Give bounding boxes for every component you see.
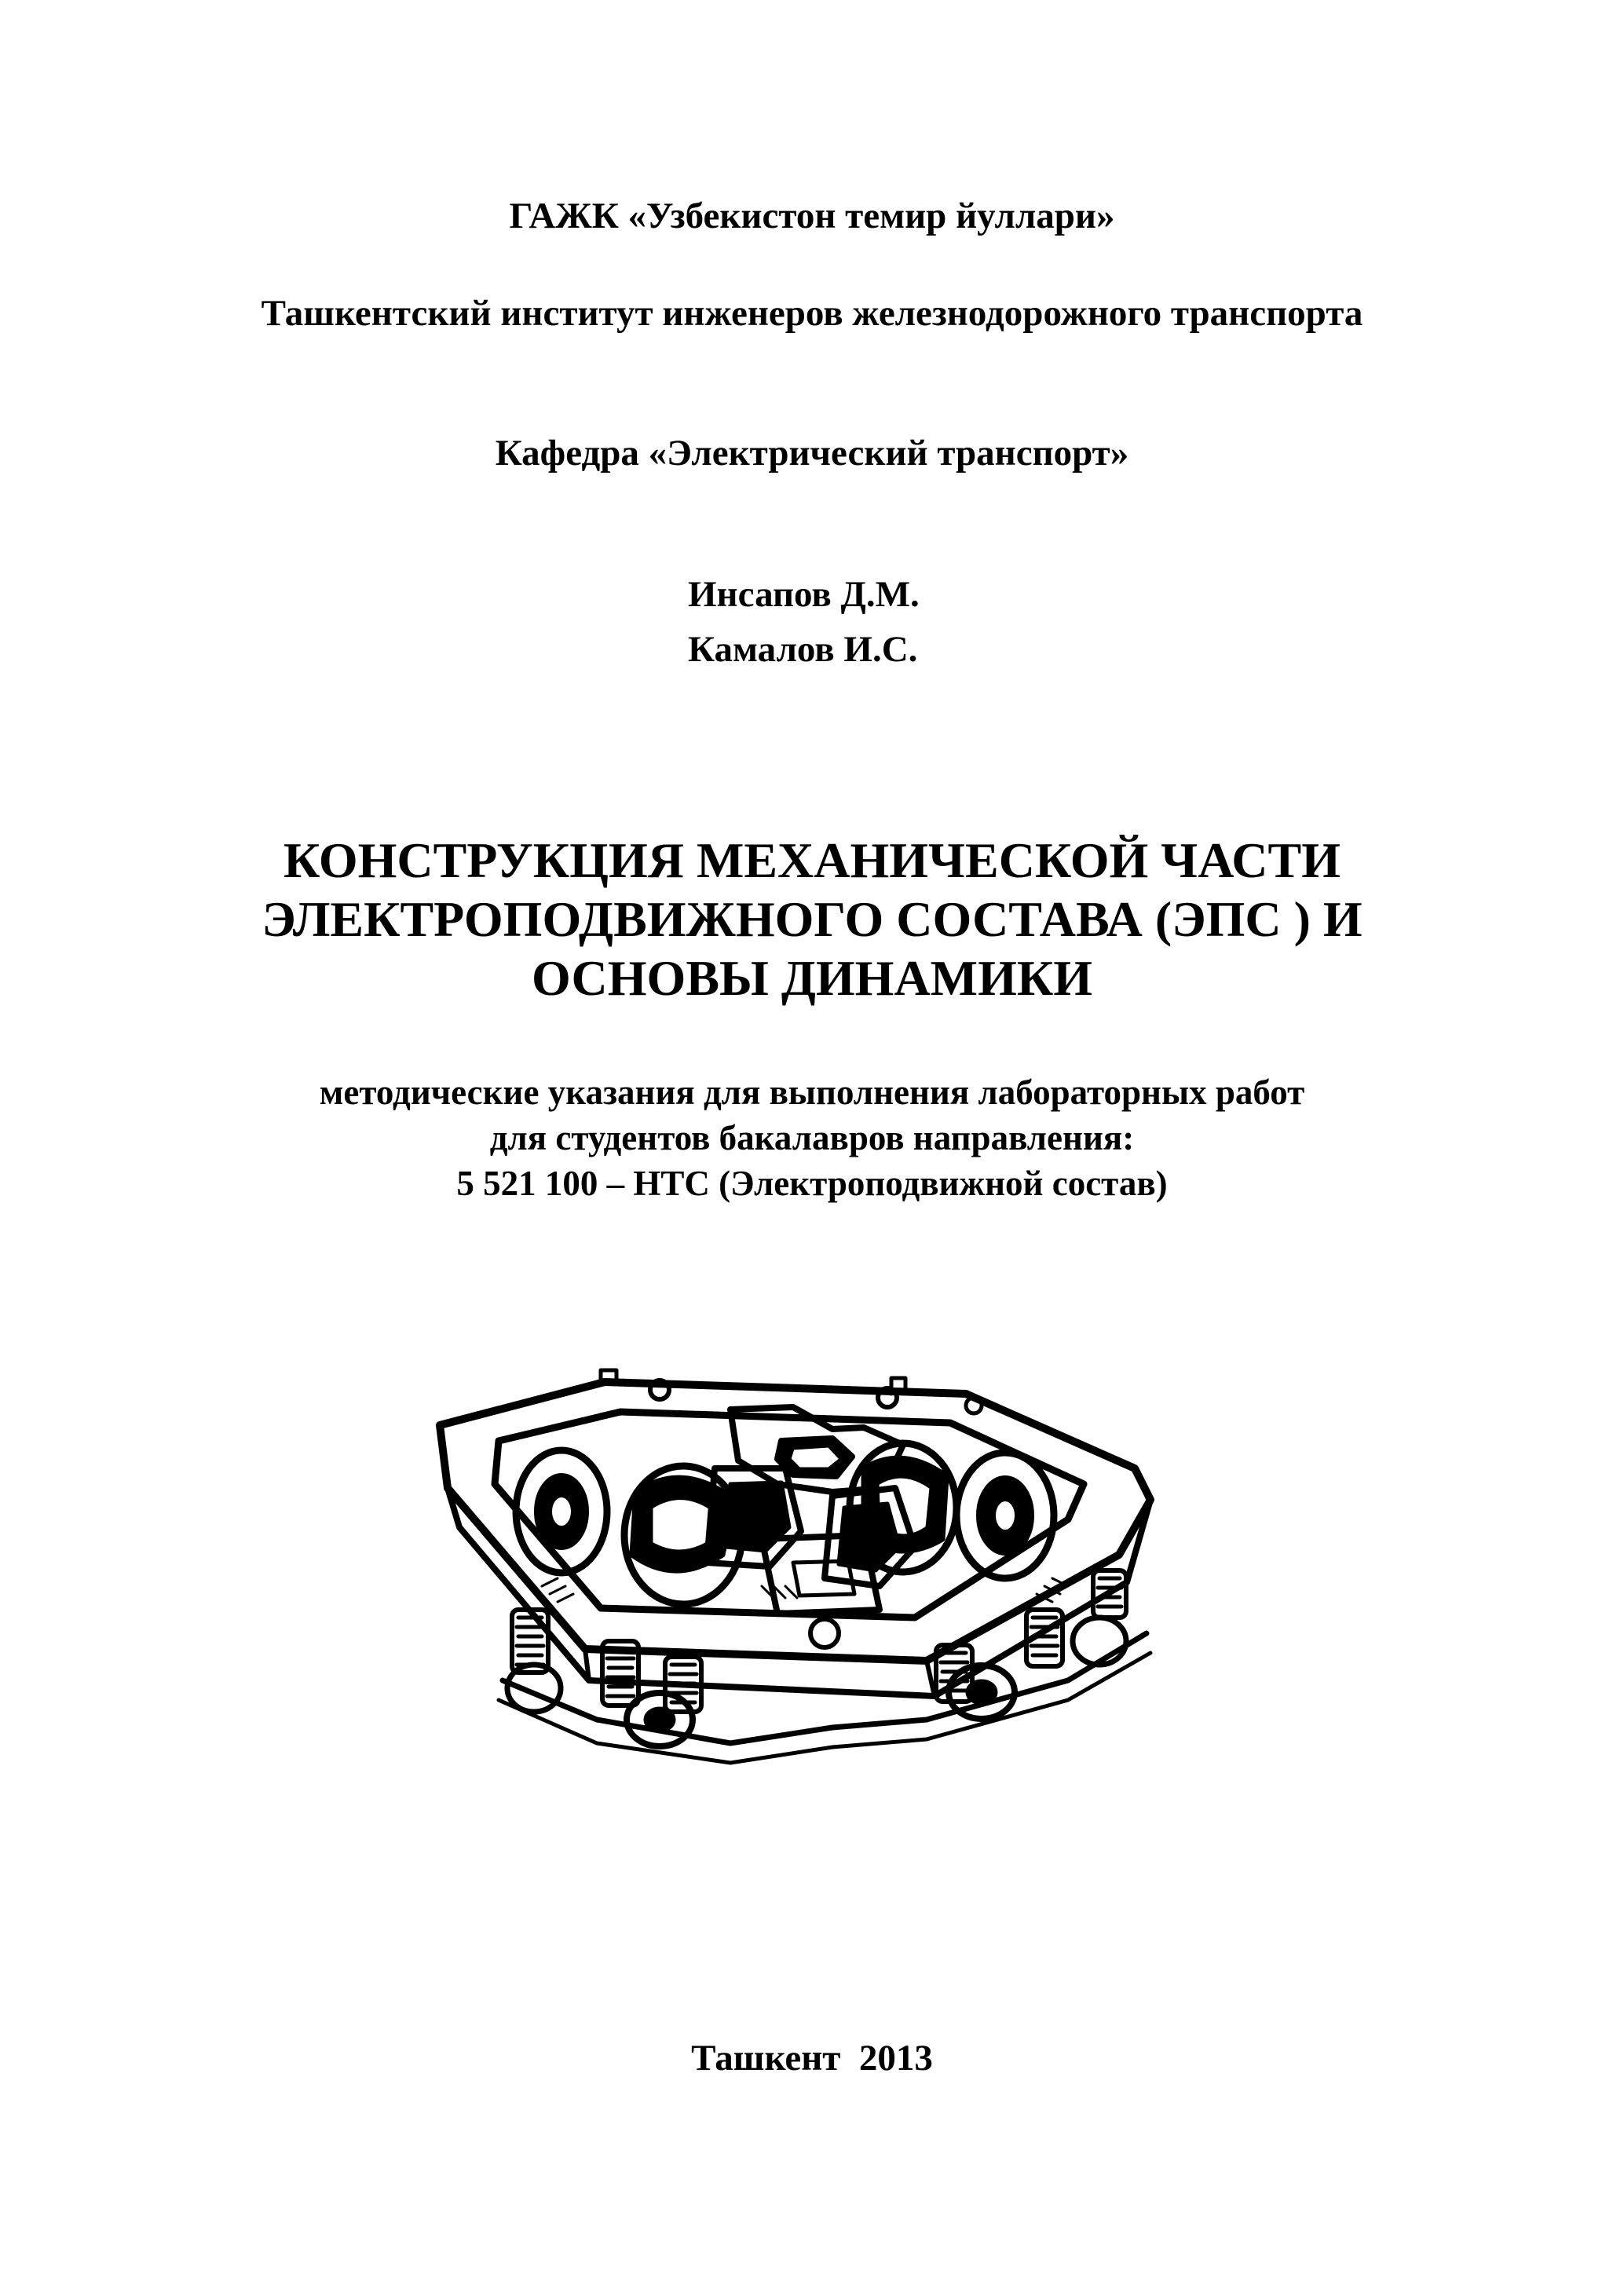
- subtitle-line-3: 5 521 100 – НТС (Электроподвижной состав): [456, 1164, 1168, 1203]
- department-name: Кафедра «Электрический транспорт»: [495, 433, 1129, 473]
- title-line-2: ЭЛЕКТРОПОДВИЖНОГО СОСТАВА (ЭПС ) И: [262, 891, 1362, 947]
- author-1: Инсапов Д.М.: [688, 574, 920, 615]
- authors-block: [688, 567, 920, 677]
- institute-name: Ташкентский институт инженеров железнодорожного транспорта: [261, 293, 1363, 334]
- title-line-1: КОНСТРУКЦИЯ МЕХАНИЧЕСКОЙ ЧАСТИ: [283, 832, 1341, 888]
- author-2: Камалов И.С.: [688, 629, 918, 670]
- title-line-3: ОСНОВЫ ДИНАМИКИ: [531, 950, 1093, 1006]
- document-title: [0, 831, 1624, 1007]
- city-year: Ташкент 2013: [691, 2038, 933, 2078]
- locomotive-bogie-drawing-icon: [424, 1351, 1217, 1790]
- subtitle-line-2: для студентов бакалавров направления:: [489, 1118, 1135, 1157]
- organization-name: ГАЖК «Узбекистон темир йуллари»: [509, 196, 1115, 236]
- document-subtitle: [0, 1069, 1624, 1206]
- subtitle-line-1: методические указания для выполнения лабораторных работ: [319, 1073, 1305, 1112]
